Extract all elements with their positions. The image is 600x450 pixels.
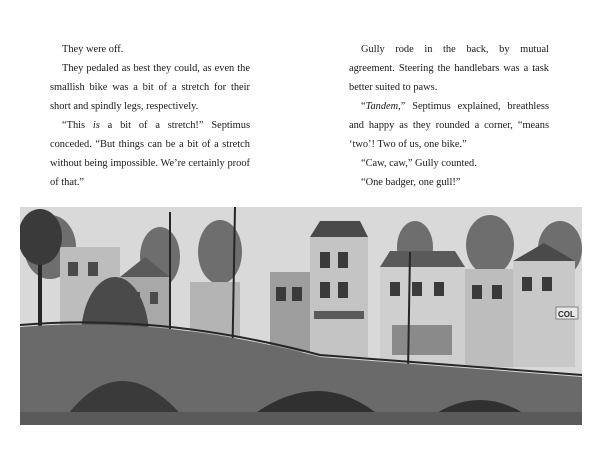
paragraph: “One badger, one gull!” bbox=[361, 177, 461, 188]
left-text-column bbox=[50, 40, 250, 192]
paragraph bbox=[349, 97, 549, 154]
paragraph: They pedaled as best they could, as even the smallish bike was a bit of a stretch for their short and spindly legs, respectively. bbox=[50, 63, 250, 112]
river bbox=[20, 412, 582, 425]
right-text-column bbox=[349, 40, 549, 192]
text-run: “This bbox=[62, 120, 93, 131]
text-run: ,” Septimus explained, breathless and happy as they rounded a corner, “means ‘two’! Two of us, one bike.” bbox=[349, 101, 549, 150]
text-run: a bit of a stretch!” Septimus conceded. “But things can be a bit of a stretch without being impossible. We’re certainly proof of that.” bbox=[50, 120, 250, 188]
emphasis: is bbox=[92, 120, 100, 131]
town-bridge-illustration bbox=[20, 207, 582, 425]
text-run: “ bbox=[361, 101, 366, 112]
shop-sign-text: COL bbox=[558, 310, 575, 319]
paragraph bbox=[50, 116, 250, 192]
paragraph: “Caw, caw,” Gully counted. bbox=[361, 158, 477, 169]
illustration-svg bbox=[20, 207, 582, 425]
emphasis: Tandem bbox=[365, 101, 399, 112]
paragraph: Gully rode in the back, by mutual agreement. Steering the handlebars was a task better suited to paws. bbox=[349, 44, 549, 93]
paragraph: They were off. bbox=[62, 44, 124, 55]
